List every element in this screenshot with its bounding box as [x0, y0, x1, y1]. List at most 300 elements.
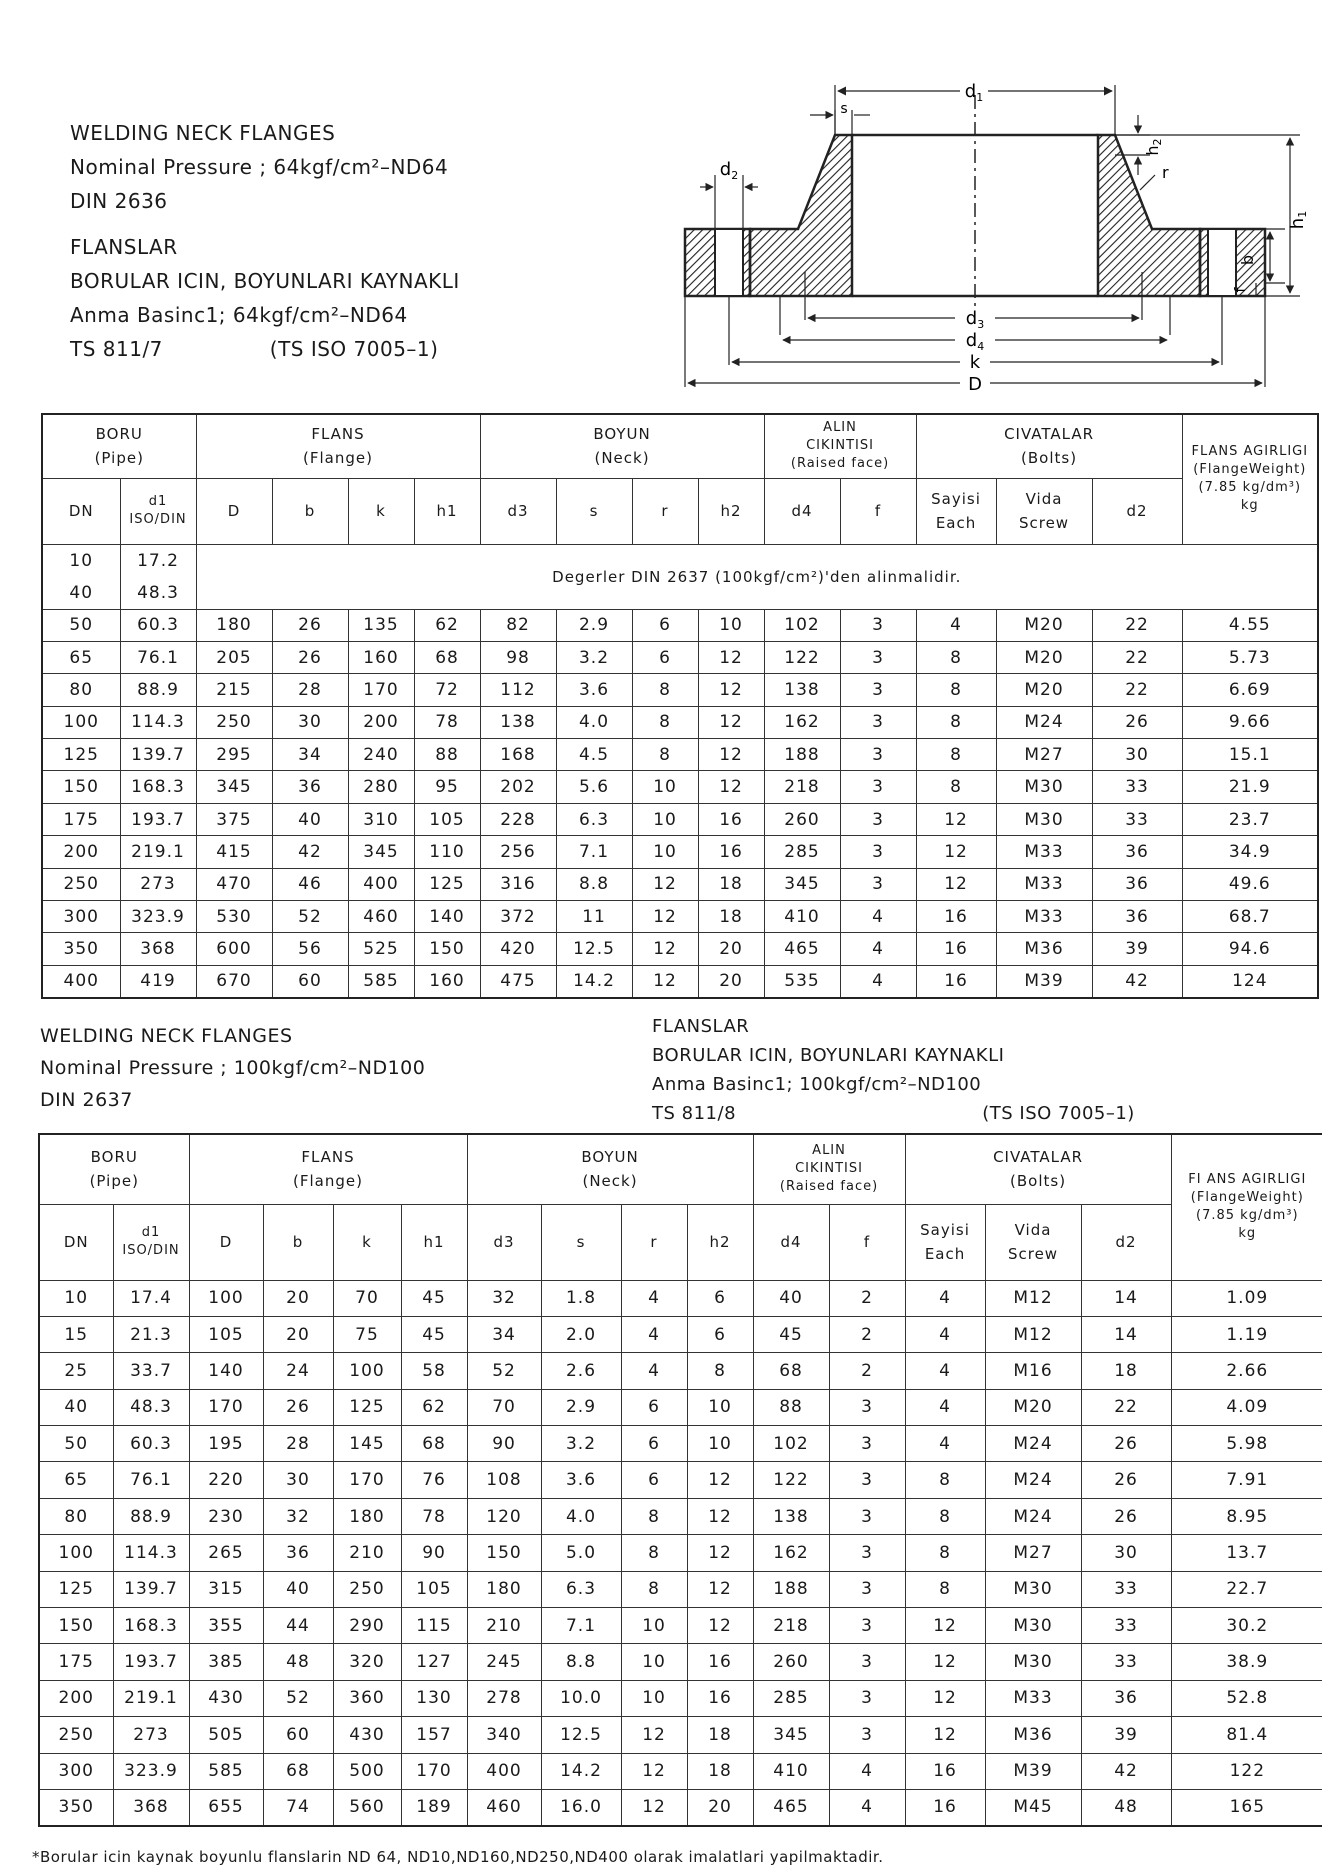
table-cell: 150 [39, 1608, 113, 1644]
table-cell: 22 [1092, 609, 1182, 641]
col-d2: d2 [1092, 478, 1182, 544]
table-cell: 12 [698, 706, 764, 738]
table-cell: 256 [480, 836, 556, 868]
table-cell: 140 [414, 901, 480, 933]
table-row [42, 901, 1318, 933]
table-cell: 125 [414, 868, 480, 900]
table-cell: 655 [189, 1789, 263, 1825]
table-cell: 95 [414, 771, 480, 803]
table-cell: 200 [39, 1680, 113, 1716]
table-cell: M45 [985, 1789, 1081, 1825]
table-cell: 65 [39, 1462, 113, 1498]
table-cell: 25 [39, 1353, 113, 1389]
pressure-en: Nominal Pressure ; 100kgf/cm²–ND100 [40, 1057, 426, 1079]
table-cell: 20 [263, 1280, 333, 1316]
table-cell: 12 [916, 868, 996, 900]
table-cell: 1.8 [541, 1280, 621, 1316]
table-cell: 4.0 [541, 1498, 621, 1534]
col-h2: h2 [687, 1204, 753, 1280]
table-cell: 112 [480, 674, 556, 706]
table-cell: 12 [698, 771, 764, 803]
table-cell: 33 [1092, 803, 1182, 835]
table-cell: 218 [753, 1608, 829, 1644]
table-cell: 6 [687, 1280, 753, 1316]
table-cell: 12 [632, 965, 698, 997]
table-cell: M12 [985, 1280, 1081, 1316]
table-cell: 105 [414, 803, 480, 835]
table-cell: 10 [632, 836, 698, 868]
table-cell: 14 [1081, 1280, 1171, 1316]
table-cell: 50 [39, 1426, 113, 1462]
table-cell: 80 [42, 674, 120, 706]
table-cell: M16 [985, 1353, 1081, 1389]
table-cell: 175 [42, 803, 120, 835]
table-cell: 4 [916, 609, 996, 641]
table-cell: 4 [829, 1789, 905, 1825]
table-cell: 560 [333, 1789, 401, 1825]
table-cell: 40 [39, 1389, 113, 1425]
table-cell: 70 [333, 1280, 401, 1316]
table-cell: 8.8 [541, 1644, 621, 1680]
table-cell: 6 [687, 1316, 753, 1352]
table-cell: 4 [621, 1316, 687, 1352]
table-cell: 150 [414, 933, 480, 965]
col-f: f [840, 478, 916, 544]
table-cell: 285 [753, 1680, 829, 1716]
table-row [42, 674, 1318, 706]
table-cell: 60 [263, 1717, 333, 1753]
table-cell: 34 [272, 739, 348, 771]
table-cell: 26 [1081, 1426, 1171, 1462]
table-cell: 14.2 [541, 1753, 621, 1789]
table-cell: 90 [401, 1535, 467, 1571]
table-cell: 88.9 [120, 674, 196, 706]
table-cell: M30 [985, 1571, 1081, 1607]
table-cell: 188 [764, 739, 840, 771]
table-cell: 600 [196, 933, 272, 965]
col-h1: h1 [401, 1204, 467, 1280]
table-cell: 180 [196, 609, 272, 641]
table-cell: M24 [985, 1426, 1081, 1462]
table-cell: 205 [196, 641, 272, 673]
table-cell: 60.3 [113, 1426, 189, 1462]
table-cell: 12 [916, 803, 996, 835]
col-group-boru: BORU (Pipe) [39, 1134, 189, 1204]
table-cell: 6 [632, 609, 698, 641]
table-cell: 385 [189, 1644, 263, 1680]
table-row [42, 771, 1318, 803]
table-cell: 102 [753, 1426, 829, 1462]
standard-din: DIN 2637 [40, 1089, 133, 1111]
table-cell: 16 [698, 803, 764, 835]
table-row [39, 1753, 1322, 1789]
table-cell: 26 [1092, 706, 1182, 738]
dim-f: f [1233, 287, 1249, 293]
table-row [42, 933, 1318, 965]
table-row [39, 1498, 1322, 1534]
table-cell: 12 [632, 868, 698, 900]
table-cell: 49.6 [1182, 868, 1318, 900]
table-cell: 4.09 [1171, 1389, 1322, 1425]
table-cell: 8 [905, 1462, 985, 1498]
table-header-columns [42, 478, 1318, 544]
table-cell: 33 [1081, 1644, 1171, 1680]
table-cell: 3.2 [556, 641, 632, 673]
table-cell: 145 [333, 1426, 401, 1462]
table-cell: 36 [263, 1535, 333, 1571]
table-cell: 12 [687, 1462, 753, 1498]
table-cell: 1.09 [1171, 1280, 1322, 1316]
col-dn: DN [42, 478, 120, 544]
table-cell: 4 [905, 1316, 985, 1352]
table-cell: 12.5 [556, 933, 632, 965]
table-row [42, 803, 1318, 835]
table-cell: 75 [333, 1316, 401, 1352]
table-cell: 68 [263, 1753, 333, 1789]
table-cell: 26 [1081, 1498, 1171, 1534]
table-cell: 10 [621, 1680, 687, 1716]
table-nd64-body [42, 609, 1318, 998]
table-cell: 285 [764, 836, 840, 868]
table-row [39, 1280, 1322, 1316]
header-nd100-tr [652, 1012, 1135, 1128]
table-cell: 8 [916, 674, 996, 706]
table-cell: 14.2 [556, 965, 632, 997]
flange-cross-section-diagram [670, 75, 1310, 405]
table-cell: 4 [905, 1280, 985, 1316]
table-row [42, 836, 1318, 868]
table-cell: 115 [401, 1608, 467, 1644]
table-cell: 28 [272, 674, 348, 706]
col-weight: FI ANS AGIRLIGI (FlangeWeight) (7.85 kg/dm³) kg [1171, 1134, 1322, 1280]
table-cell: 30 [263, 1462, 333, 1498]
table-row [39, 1717, 1322, 1753]
table-cell: 8 [905, 1571, 985, 1607]
table-cell: 98 [480, 641, 556, 673]
table-cell: 22 [1081, 1389, 1171, 1425]
table-cell: 188 [753, 1571, 829, 1607]
table-cell: 36 [1092, 836, 1182, 868]
col-k: k [348, 478, 414, 544]
ts-number: TS 811/8 [652, 1103, 737, 1124]
title-tr: FLANSLAR [70, 235, 178, 259]
table-cell: 88 [753, 1389, 829, 1425]
table-cell: 48.3 [113, 1389, 189, 1425]
table-cell: 48 [263, 1644, 333, 1680]
table-cell: 36 [1092, 901, 1182, 933]
table-cell: 122 [1171, 1753, 1322, 1789]
title-tr: FLANSLAR [652, 1016, 750, 1037]
table-cell: 170 [348, 674, 414, 706]
table-cell: 8 [687, 1353, 753, 1389]
col-vida: Vida Screw [996, 478, 1092, 544]
table-cell: 219.1 [113, 1680, 189, 1716]
table-cell: 3.2 [541, 1426, 621, 1462]
col-group-alin: ALIN CIKINTISI (Raised face) [753, 1134, 905, 1204]
table-cell: 6.3 [556, 803, 632, 835]
table-cell: 3 [829, 1644, 905, 1680]
table-cell: 8 [916, 771, 996, 803]
table-cell: 22.7 [1171, 1571, 1322, 1607]
table-cell: M36 [996, 933, 1092, 965]
table-cell: 13.7 [1171, 1535, 1322, 1571]
col-sayisi: Sayisi Each [905, 1204, 985, 1280]
table-cell: 30 [1092, 739, 1182, 771]
table-cell: 170 [401, 1753, 467, 1789]
table-cell: 52 [467, 1353, 541, 1389]
table-row [42, 965, 1318, 997]
table-cell: 200 [42, 836, 120, 868]
table-cell: 12 [687, 1608, 753, 1644]
table-cell: 100 [39, 1535, 113, 1571]
col-s: s [556, 478, 632, 544]
table-cell: 138 [764, 674, 840, 706]
table-cell: 12 [698, 641, 764, 673]
table-cell: 180 [333, 1498, 401, 1534]
table-cell: 160 [414, 965, 480, 997]
col-group-flans: FLANS (Flange) [196, 414, 480, 478]
standard-din: DIN 2636 [70, 189, 168, 213]
table-cell: 150 [467, 1535, 541, 1571]
table-cell: 2.6 [541, 1353, 621, 1389]
table-cell: 535 [764, 965, 840, 997]
table-cell: 4.5 [556, 739, 632, 771]
table-cell: M20 [996, 609, 1092, 641]
table-cell: 273 [113, 1717, 189, 1753]
table-cell: 18 [687, 1717, 753, 1753]
table-cell: 16.0 [541, 1789, 621, 1825]
table-cell: 40 [753, 1280, 829, 1316]
table-cell: 3 [840, 609, 916, 641]
table-cell: 110 [414, 836, 480, 868]
table-cell: 16 [916, 901, 996, 933]
table-cell: 68 [753, 1353, 829, 1389]
table-cell: 2.0 [541, 1316, 621, 1352]
col-group-boyun: BOYUN (Neck) [480, 414, 764, 478]
table-cell: M39 [996, 965, 1092, 997]
table-cell: 219.1 [120, 836, 196, 868]
table-cell: 6 [621, 1462, 687, 1498]
table-cell: 60 [272, 965, 348, 997]
table-cell: 10 [39, 1280, 113, 1316]
table-cell: 30 [272, 706, 348, 738]
table-cell: 3 [829, 1426, 905, 1462]
table-cell: 45 [753, 1316, 829, 1352]
table-cell: 88.9 [113, 1498, 189, 1534]
table-row [42, 609, 1318, 641]
table-cell: 114.3 [113, 1535, 189, 1571]
table-cell: M20 [996, 641, 1092, 673]
span-note: Degerler DIN 2637 (100kgf/cm²)'den alinmalidir. [196, 544, 1318, 609]
table-cell: M20 [996, 674, 1092, 706]
table-cell: 280 [348, 771, 414, 803]
table-cell: 180 [467, 1571, 541, 1607]
table-cell: 3 [829, 1462, 905, 1498]
table-cell: 189 [401, 1789, 467, 1825]
table-cell: 3 [840, 771, 916, 803]
table-cell: 12 [687, 1535, 753, 1571]
table-row [39, 1644, 1322, 1680]
table-cell: 315 [189, 1571, 263, 1607]
table-cell: 62 [414, 609, 480, 641]
table-cell: 10 [621, 1644, 687, 1680]
table-cell: 4 [840, 965, 916, 997]
table-cell: M24 [985, 1462, 1081, 1498]
col-group-boyun: BOYUN (Neck) [467, 1134, 753, 1204]
table-cell: 6.69 [1182, 674, 1318, 706]
table-cell: 162 [753, 1535, 829, 1571]
table-cell: 12 [687, 1571, 753, 1607]
col-b: b [272, 478, 348, 544]
table-cell: 16 [687, 1644, 753, 1680]
table-row [39, 1462, 1322, 1498]
table-cell: 3 [829, 1571, 905, 1607]
table-cell: 4 [905, 1426, 985, 1462]
dim-r: r [1162, 163, 1169, 182]
table-cell: 500 [333, 1753, 401, 1789]
table-cell: 23.7 [1182, 803, 1318, 835]
table-cell: 44 [263, 1608, 333, 1644]
table-cell: M27 [996, 739, 1092, 771]
table-cell: 30 [1081, 1535, 1171, 1571]
table-cell: 400 [467, 1753, 541, 1789]
table-cell: 345 [753, 1717, 829, 1753]
table-cell: 3 [829, 1680, 905, 1716]
table-cell: 32 [263, 1498, 333, 1534]
table-cell: 24 [263, 1353, 333, 1389]
table-cell: 2.9 [541, 1389, 621, 1425]
dim-d1: $d_1$ [964, 81, 984, 104]
table-cell: 4 [829, 1753, 905, 1789]
footnote: *Borular icin kaynak boyunlu flanslarin ND 64, ND10,ND160,ND250,ND400 olarak imalatlari yapilmaktadir. [32, 1848, 884, 1866]
table-cell: 45 [401, 1316, 467, 1352]
table-cell: 36 [272, 771, 348, 803]
subtitle-tr: BORULAR ICIN, BOYUNLARI KAYNAKLI [70, 269, 460, 293]
table-cell: 4 [621, 1353, 687, 1389]
table-cell: 419 [120, 965, 196, 997]
table-cell: 12 [698, 674, 764, 706]
table-cell: 8 [916, 706, 996, 738]
table-cell: 300 [39, 1753, 113, 1789]
table-cell: 21.9 [1182, 771, 1318, 803]
table-cell: 88 [414, 739, 480, 771]
table-cell: 215 [196, 674, 272, 706]
table-cell: 12 [632, 901, 698, 933]
table-cell: 460 [348, 901, 414, 933]
col-k: k [333, 1204, 401, 1280]
dim-d2: $d_2$ [719, 159, 739, 182]
table-cell: 138 [753, 1498, 829, 1534]
table-cell: 228 [480, 803, 556, 835]
dim-k: k [969, 352, 981, 373]
table-cell: 15.1 [1182, 739, 1318, 771]
table-cell: 127 [401, 1644, 467, 1680]
table-cell: 30.2 [1171, 1608, 1322, 1644]
table-cell: 124 [1182, 965, 1318, 997]
dim-D: D [968, 374, 982, 395]
table-cell: 230 [189, 1498, 263, 1534]
table-cell: 42 [272, 836, 348, 868]
table-cell: 22 [1092, 674, 1182, 706]
table-cell: 7.1 [541, 1608, 621, 1644]
table-cell: 175 [39, 1644, 113, 1680]
col-s: s [541, 1204, 621, 1280]
table-cell: 26 [263, 1389, 333, 1425]
table-cell: 52 [263, 1680, 333, 1716]
table-cell: 4 [840, 901, 916, 933]
table-cell: 218 [764, 771, 840, 803]
table-cell: 65 [42, 641, 120, 673]
table-cell: 2 [829, 1316, 905, 1352]
pressure-tr: Anma Basinc1; 100kgf/cm²–ND100 [652, 1074, 982, 1095]
table-cell: 12.5 [541, 1717, 621, 1753]
table-cell: 323.9 [113, 1753, 189, 1789]
table-cell: 345 [196, 771, 272, 803]
table-cell: 102 [764, 609, 840, 641]
col-D: D [189, 1204, 263, 1280]
table-cell: 8 [905, 1498, 985, 1534]
table-cell: 278 [467, 1680, 541, 1716]
col-vida: Vida Screw [985, 1204, 1081, 1280]
col-r: r [632, 478, 698, 544]
table-row [42, 868, 1318, 900]
col-group-civatalar: CIVATALAR (Bolts) [916, 414, 1182, 478]
table-cell: 4 [905, 1389, 985, 1425]
table-cell: 39 [1081, 1717, 1171, 1753]
table-cell: 56 [272, 933, 348, 965]
table-cell: 60.3 [120, 609, 196, 641]
table-cell: 3 [840, 641, 916, 673]
table-cell: 10 [621, 1608, 687, 1644]
table-cell: M12 [985, 1316, 1081, 1352]
table-cell: 100 [42, 706, 120, 738]
table-cell: 12 [687, 1498, 753, 1534]
table-cell: 195 [189, 1426, 263, 1462]
table-cell: 193.7 [113, 1644, 189, 1680]
table-cell: M33 [996, 836, 1092, 868]
table-cell: 8.8 [556, 868, 632, 900]
table-cell: 139.7 [113, 1571, 189, 1607]
table-cell: 33.7 [113, 1353, 189, 1389]
table-cell: 320 [333, 1644, 401, 1680]
col-group-civatalar: CIVATALAR (Bolts) [905, 1134, 1171, 1204]
table-cell: 12 [905, 1608, 985, 1644]
table-cell: 10 [698, 609, 764, 641]
dim-d4: $d_4$ [965, 330, 985, 353]
ts-number: TS 811/7 [70, 337, 163, 361]
table-cell: 250 [39, 1717, 113, 1753]
table-cell: 368 [113, 1789, 189, 1825]
table-cell: 3 [829, 1717, 905, 1753]
header-nd100-en [40, 1020, 425, 1116]
iso-number: (TS ISO 7005–1) [982, 1103, 1135, 1124]
table-cell: 170 [189, 1389, 263, 1425]
table-cell: 168 [480, 739, 556, 771]
table-cell: 74 [263, 1789, 333, 1825]
table-cell: 245 [467, 1644, 541, 1680]
table-cell: 200 [348, 706, 414, 738]
table-cell: 100 [189, 1280, 263, 1316]
table-cell: 355 [189, 1608, 263, 1644]
table-cell: 345 [764, 868, 840, 900]
table-cell: 2 [829, 1353, 905, 1389]
table-cell: 33 [1081, 1608, 1171, 1644]
table-cell: 3 [829, 1608, 905, 1644]
col-group-alin: ALIN CIKINTISI (Raised face) [764, 414, 916, 478]
table-cell: 2 [829, 1280, 905, 1316]
table-cell: 12 [905, 1644, 985, 1680]
table-cell: 10 [632, 771, 698, 803]
